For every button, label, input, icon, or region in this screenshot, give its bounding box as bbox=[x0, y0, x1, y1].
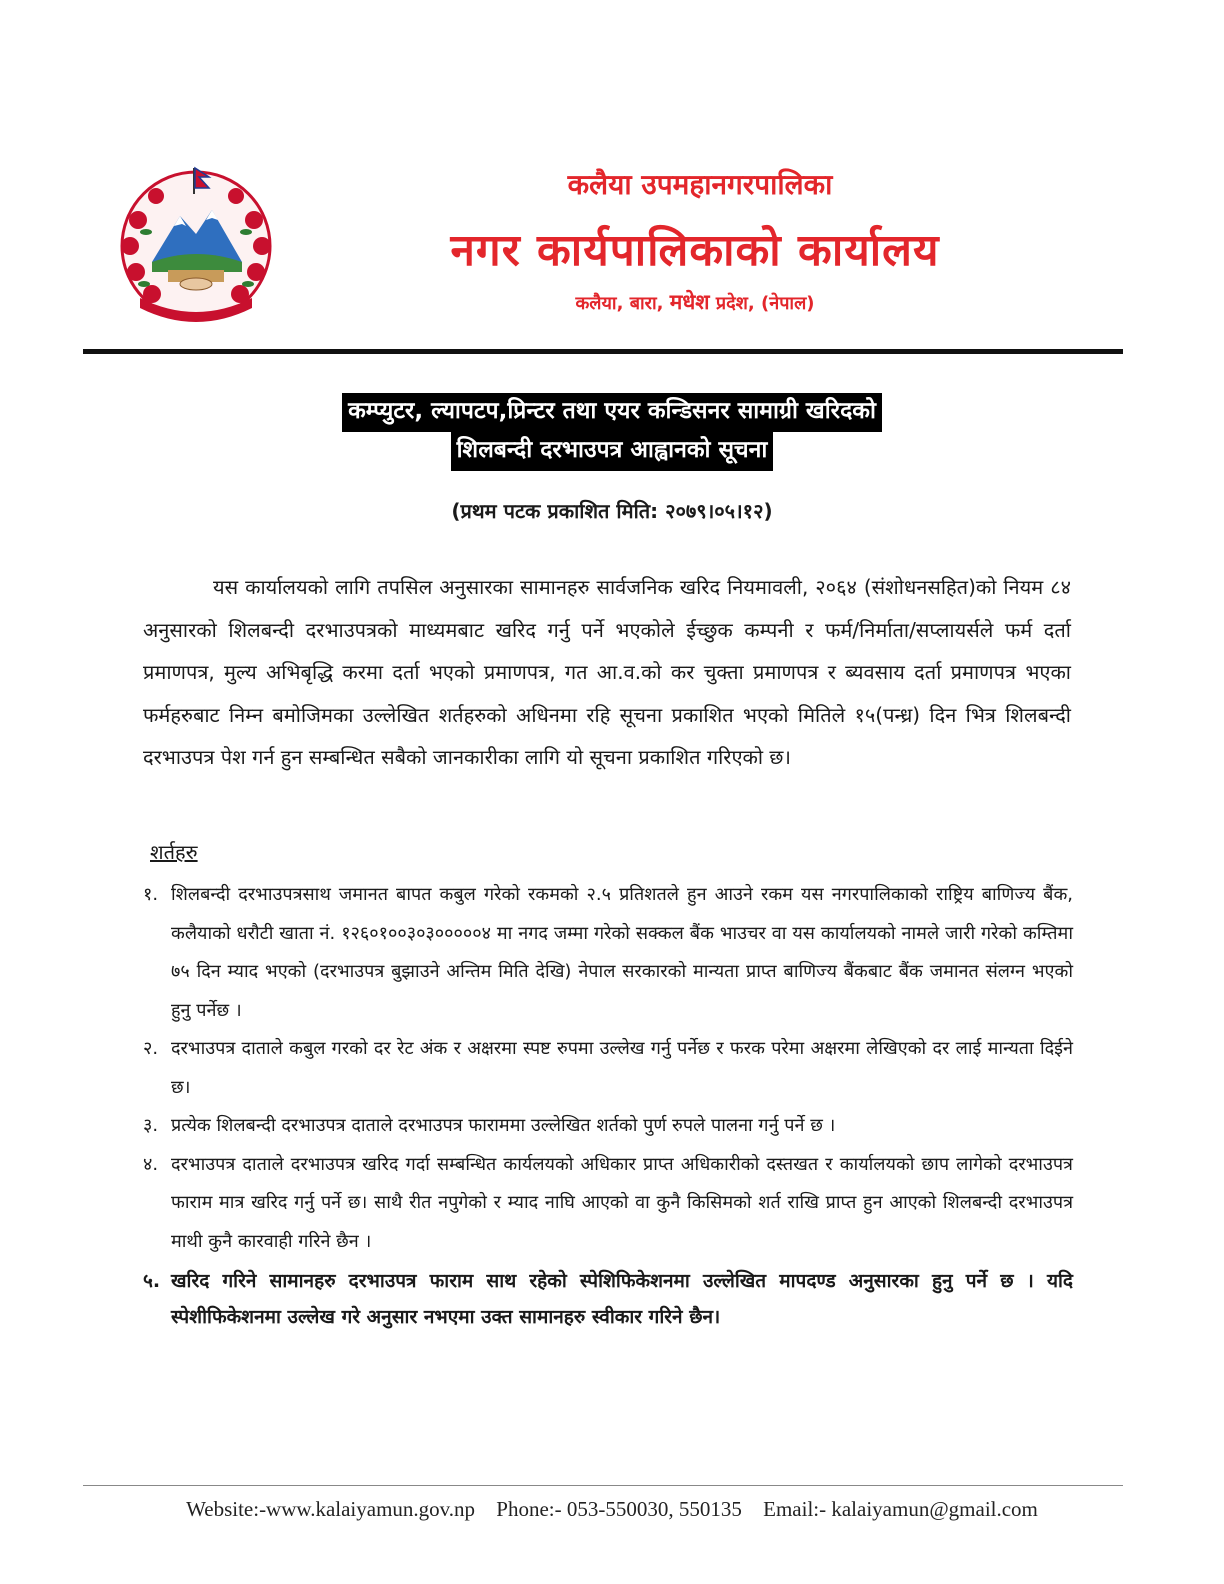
condition-text: शिलबन्दी दरभाउपत्रसाथ जमानत बापत कबुल गरेको रकमको २.५ प्रतिशतले हुन आउने रकम यस नगरपालिकाको राष्ट्रिय बाणिज्य बैंक, कलैयाको धरौटी खाता नं. १२६०१००३०३०००००४ मा नगद जम्मा गरेको सक्कल बैंक भाउचर वा यस कार्यालयको नामले जारी गरेको कम्तिमा ७५ दिन म्याद भएको (दरभाउपत्र बुझाउने अन्तिम मिति देखि) नेपाल सरकारको मान्यता प्राप्त बाणिज्य बैंकबाट बैंक जमानत संलग्न भएको हुनु पर्नेछ । bbox=[171, 884, 1073, 1021]
notice-title bbox=[0, 393, 1224, 471]
condition-text: प्रत्येक शिलबन्दी दरभाउपत्र दाताले दरभाउपत्र फाराममा उल्लेखित शर्तको पुर्ण रुपले पालना गर्नु पर्ने छ । bbox=[171, 1115, 836, 1136]
condition-number: ५. bbox=[143, 1270, 161, 1292]
header-divider bbox=[83, 349, 1123, 354]
nepal-government-emblem-icon bbox=[108, 160, 284, 326]
conditions-list bbox=[143, 876, 1073, 1335]
footer-website: Website:-www.kalaiyamun.gov.np bbox=[186, 1497, 476, 1521]
condition-number: २. bbox=[143, 1038, 159, 1059]
condition-item bbox=[143, 1263, 1073, 1335]
address-suffix: प्रदेश, (नेपाल) bbox=[715, 293, 815, 314]
publication-date: (प्रथम पटक प्रकाशित मिति: २०७९।०५।१२) bbox=[451, 499, 773, 523]
condition-item bbox=[143, 1107, 1073, 1146]
conditions-heading: शर्तहरु bbox=[150, 840, 198, 864]
address-province: मधेश bbox=[669, 290, 710, 314]
condition-text: दरभाउपत्र दाताले कबुल गरको दर रेट अंक र अक्षरमा स्पष्ट रुपमा उल्लेख गर्नु पर्नेछ र फरक परेमा अक्षरमा लेखिएको दर लाई मान्यता दिईने छ। bbox=[171, 1038, 1073, 1098]
footer-phone: Phone:- 053-550030, 550135 bbox=[496, 1497, 742, 1521]
office-name: नगर कार्यपालिकाको कार्यालय bbox=[450, 225, 940, 276]
condition-text: दरभाउपत्र दाताले दरभाउपत्र खरिद गर्दा सम्बन्धित कार्यलयको अधिकार प्राप्त अधिकारीको दस्तखत र कार्यालयको छाप लागेको दरभाउपत्र फाराम मात्र खरिद गर्नु पर्ने छ। साथै रीत नपुगेको र म्याद नाघि आएको वा कुनै किसिमको शर्त राखि प्राप्त हुन आएको शिलबन्दी दरभाउपत्र माथी कुनै कारवाही गरिने छैन । bbox=[171, 1153, 1073, 1252]
office-address bbox=[480, 288, 910, 316]
condition-number: ३. bbox=[143, 1115, 159, 1136]
footer-email: Email:- kalaiyamun@gmail.com bbox=[763, 1497, 1038, 1521]
footer-divider bbox=[83, 1485, 1123, 1486]
intro-paragraph: यस कार्यालयको लागि तपसिल अनुसारका सामानहरु सार्वजनिक खरिद नियमावली, २०६४ (संशोधनसहित)को नियम ८४ अनुसारको शिलबन्दी दरभाउपत्रको माध्यमबाट खरिद गर्नु पर्ने भएकोले ईच्छुक कम्पनी र फर्म/निर्माता/सप्लायर्सले फर्म दर्ता प्रमाणपत्र, मुल्य अभिबृद्धि करमा दर्ता भएको प्रमाणपत्र, गत आ.व.को कर चुक्ता प्रमाणपत्र र ब्यवसाय दर्ता प्रमाणपत्र भएका फर्महरुबाट निम्न बमोजिमका उल्लेखित शर्तहरुको अधिनमा रहि सूचना प्रकाशित भएको मितिले १५(पन्ध्र) दिन भित्र शिलबन्दी दरभाउपत्र पेश गर्न हुन सम्बन्धित सबैको जानकारीका लागि यो सूचना प्रकाशित गरिएको छ। bbox=[143, 575, 1071, 769]
footer-contact bbox=[0, 1497, 1224, 1522]
condition-number: ४. bbox=[143, 1153, 159, 1175]
condition-number: १. bbox=[143, 884, 159, 905]
condition-item bbox=[143, 1030, 1073, 1107]
condition-item bbox=[143, 1146, 1073, 1262]
address-prefix: कलैया, बारा, bbox=[575, 293, 664, 314]
condition-text: खरिद गरिने सामानहरु दरभाउपत्र फाराम साथ रहेको स्पेशिफिकेशनमा उल्लेखित मापदण्ड अनुसारका हुनु पर्ने छ । यदि स्पेशीफिकेशनमा उल्लेख गरे अनुसार नभएमा उक्त सामानहरु स्वीकार गरिने छैन। bbox=[171, 1270, 1073, 1328]
condition-item bbox=[143, 876, 1073, 1030]
notice-title-line-2: शिलबन्दी दरभाउपत्र आह्वानको सूचना bbox=[451, 432, 774, 471]
municipality-name: कलैया उपमहानगरपालिका bbox=[567, 168, 833, 201]
notice-title-line-1: कम्प्युटर, ल्यापटप,प्रिन्टर तथा एयर कन्डिसनर सामाग्री खरिदको bbox=[342, 393, 882, 432]
